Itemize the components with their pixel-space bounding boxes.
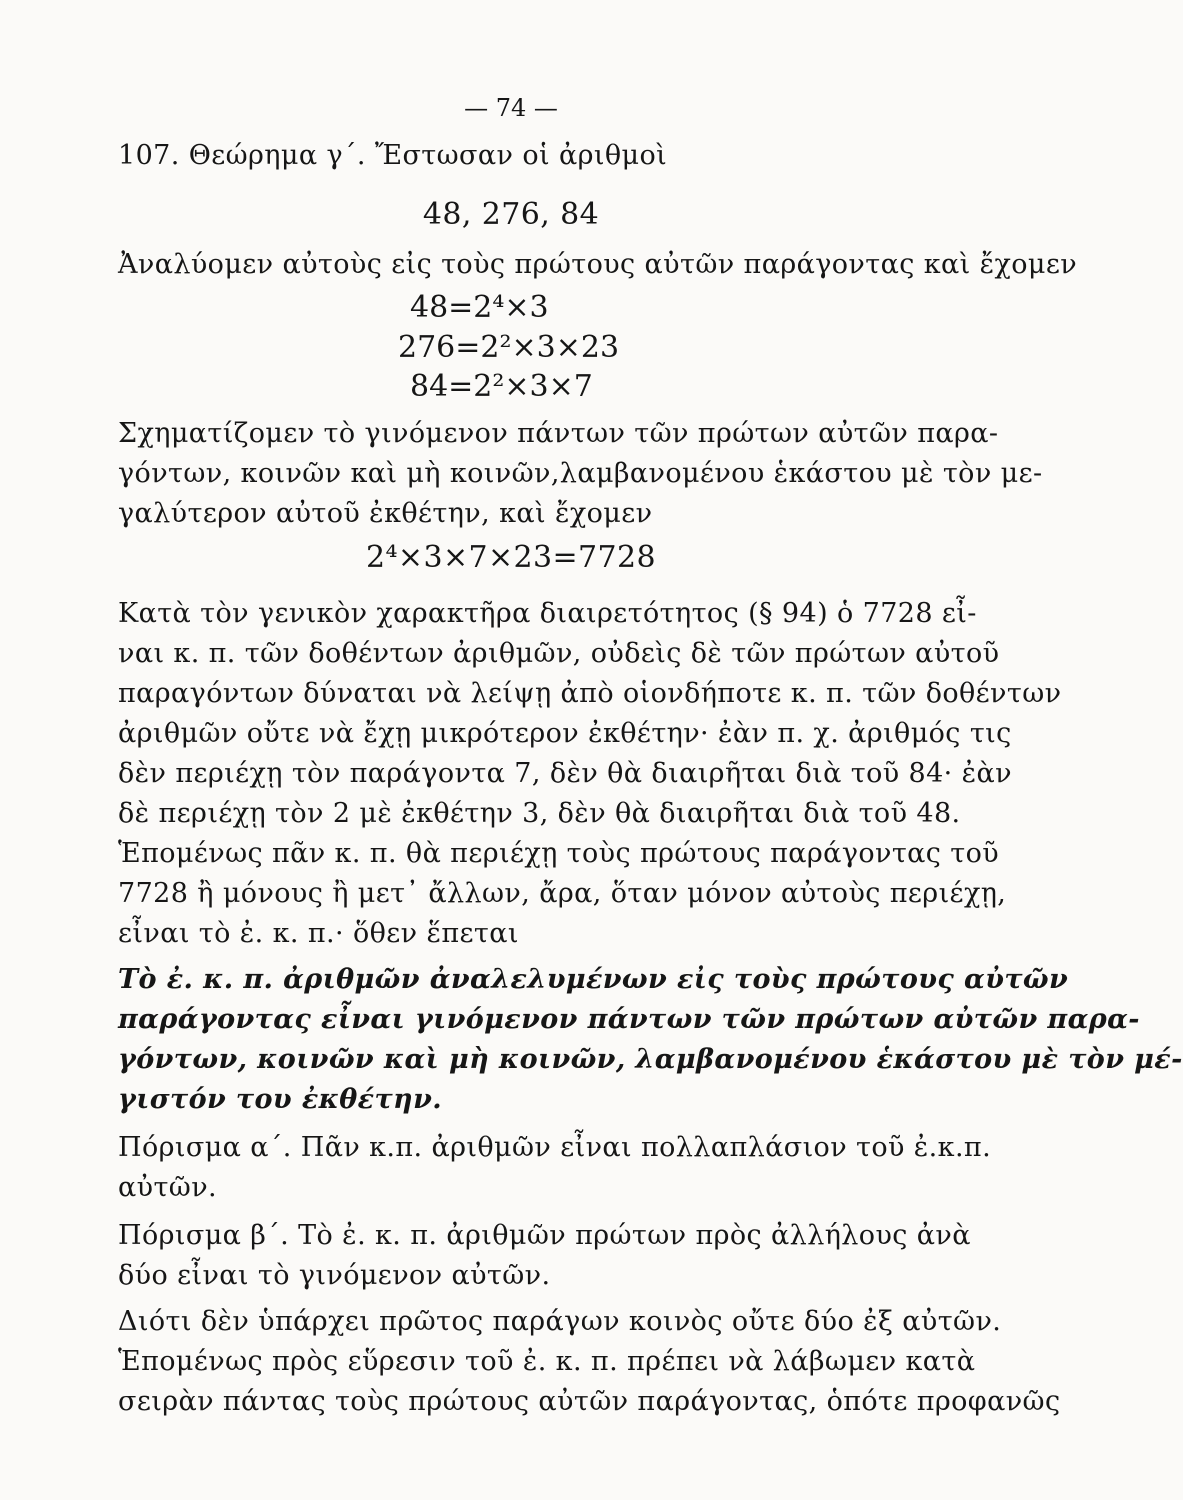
corollary1-line: αὐτῶν. bbox=[118, 1172, 217, 1203]
paragraph2-line: δὲ περιέχῃ τὸν 2 μὲ ἐκθέτην 3, δὲν θὰ διαιρῆται διὰ τοῦ 48. bbox=[118, 798, 961, 829]
paragraph2-line: Ἑπομένως πᾶν κ. π. θὰ περιέχῃ τοὺς πρώτους παράγοντας τοῦ bbox=[118, 838, 1000, 869]
corollary1-line: Πόρισμα α΄. Πᾶν κ.π. ἀριθμῶν εἶναι πολλαπλάσιον τοῦ ἐ.κ.π. bbox=[118, 1132, 992, 1163]
paragraph3-line: Διότι δὲν ὑπάρχει πρῶτος παράγων κοινὸς οὔτε δύο ἐξ αὐτῶν. bbox=[118, 1306, 1002, 1337]
paragraph1-line: Σχηματίζομεν τὸ γινόμενον πάντων τῶν πρώτων αὐτῶν παρα- bbox=[118, 418, 999, 449]
equation-84: 84=2²×3×7 bbox=[410, 369, 593, 404]
paragraph2-line: ναι κ. π. τῶν δοθέντων ἀριθμῶν, οὐδεὶς δὲ τῶν πρώτων αὐτοῦ bbox=[118, 638, 1000, 669]
intro-line: Ἀναλύομεν αὐτοὺς εἰς τοὺς πρώτους αὐτῶν παράγοντας καὶ ἔχομεν bbox=[118, 249, 1078, 280]
theorem-line: γόντων, κοινῶν καὶ μὴ κοινῶν, λαμβανομένου ἑκάστου μὲ τὸν μέ- bbox=[118, 1044, 1183, 1075]
paragraph2-line: ἀριθμῶν οὔτε νὰ ἔχῃ μικρότερον ἐκθέτην· ἐὰν π. χ. ἀριθμός τις bbox=[118, 718, 1012, 749]
paragraph2-line: παραγόντων δύναται νὰ λείψῃ ἀπὸ οἱονδήποτε κ. π. τῶν δοθέντων bbox=[118, 678, 1062, 709]
paragraph3-line: σειρὰν πάντας τοὺς πρώτους αὐτῶν παράγοντας, ὁπότε προφανῶς bbox=[118, 1386, 1061, 1417]
paragraph3-line: Ἑπομένως πρὸς εὕρεσιν τοῦ ἐ. κ. π. πρέπει νὰ λάβωμεν κατὰ bbox=[118, 1346, 976, 1377]
page-number: — 74 — bbox=[464, 94, 558, 122]
paragraph2-line: Κατὰ τὸν γενικὸν χαρακτῆρα διαιρετότητος (§ 94) ὁ 7728 εἶ- bbox=[118, 598, 977, 629]
section-heading: 107. Θεώρημα γ΄. Ἔστωσαν οἱ ἀριθμοὶ bbox=[118, 140, 668, 171]
paragraph2-line: 7728 ἢ μόνους ἢ μετ᾽ ἄλλων, ἄρα, ὅταν μόνον αὐτοὺς περιέχῃ, bbox=[118, 878, 1007, 909]
paragraph1-line: γαλύτερον αὐτοῦ ἐκθέτην, καὶ ἔχομεν bbox=[118, 498, 653, 529]
numbers-line: 48, 276, 84 bbox=[422, 197, 600, 232]
paragraph1-line: γόντων, κοινῶν καὶ μὴ κοινῶν,λαμβανομένου ἑκάστου μὲ τὸν με- bbox=[118, 458, 1043, 489]
theorem-line: παράγοντας εἶναι γινόμενον πάντων τῶν πρώτων αὐτῶν παρα- bbox=[118, 1004, 1140, 1035]
paragraph2-line: δὲν περιέχῃ τὸν παράγοντα 7, δὲν θὰ διαιρῆται διὰ τοῦ 84· ἐὰν bbox=[118, 758, 1012, 789]
corollary2-line: Πόρισμα β΄. Τὸ ἐ. κ. π. ἀριθμῶν πρώτων πρὸς ἀλλήλους ἀνὰ bbox=[118, 1220, 971, 1251]
theorem-line: Τὸ ἐ. κ. π. ἀριθμῶν ἀναλελυμένων εἰς τοὺς πρώτους αὐτῶν bbox=[118, 964, 1069, 995]
product-equation: 2⁴×3×7×23=7728 bbox=[366, 540, 656, 575]
corollary2-line: δύο εἶναι τὸ γινόμενον αὐτῶν. bbox=[118, 1260, 551, 1291]
equation-48: 48=2⁴×3 bbox=[410, 290, 549, 325]
theorem-line: γιστόν του ἐκθέτην. bbox=[118, 1084, 443, 1115]
paragraph2-line: εἶναι τὸ ἐ. κ. π.· ὅθεν ἕπεται bbox=[118, 918, 519, 949]
equation-276: 276=2²×3×23 bbox=[398, 330, 620, 365]
